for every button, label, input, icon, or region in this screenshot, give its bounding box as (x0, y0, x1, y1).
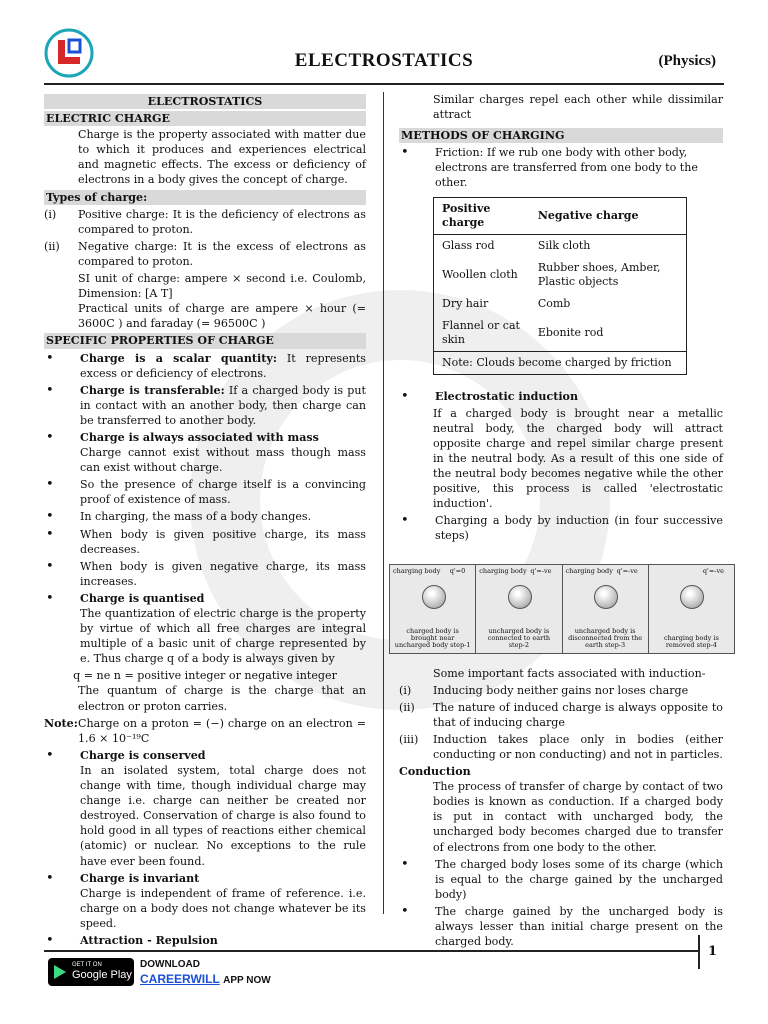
practical-units-text: Practical units of charge are ampere × hour (= 3600C ) and faraday (= 96500C ) (78, 302, 366, 331)
subject-label: (Physics) (658, 53, 716, 69)
types-heading: Types of charge: (44, 190, 366, 205)
list-item: • When body is given positive charge, its mass decreases. (46, 526, 366, 556)
list-item: • Charge is invariant Charge is independent of frame of reference. i.e. charge on a body does not change whatever be its speed. (46, 870, 366, 930)
page-title: ELECTROSTATICS (294, 50, 474, 71)
sphere-icon (422, 585, 446, 609)
similar-charges-text: Similar charges repel each other while dissimilar attract (433, 93, 723, 122)
list-item: • Attraction - Repulsion (46, 932, 218, 948)
play-store-icon (54, 965, 66, 979)
table-row: Dry hair Comb (442, 296, 571, 310)
list-item: • Electrostatic induction (401, 388, 579, 404)
list-item: • Charge is transferable: If a charged body is put in contact with an another body, then charge can be transferred to another body. (46, 382, 366, 427)
footer-bar (698, 935, 700, 969)
list-item: (ii) Negative charge: It is the excess of electrons as compared to proton. (44, 239, 366, 268)
figure-step: charging body q'=-ve uncharged body is connected to earth step-2 (476, 565, 562, 653)
list-item: • When body is given negative charge, its mass increases. (46, 558, 366, 588)
page-number: 1 (708, 944, 718, 959)
download-label: DOWNLOAD (140, 959, 200, 970)
list-item: • Charge is conserved In an isolated system, total charge does not change with time, though individual charge may change i.e. charge can neither be created nor destroyed. Conservation of charge is also found to hold good in all types of reactions either chemical (atomic) or nuclear. No exceptions to the rule have ever been found. (46, 747, 366, 868)
google-play-button[interactable]: GET IT ON Google Play (48, 958, 134, 986)
si-unit-text: SI unit of charge: ampere × second i.e. Coulomb, Dimension: [A T] (78, 272, 366, 301)
app-promo: CAREERWILL APP NOW (140, 972, 271, 986)
table-row: Woollen cloth Rubber shoes, Amber, Plastic objects (442, 260, 661, 288)
sphere-icon (594, 585, 618, 609)
figure-step: charging body q'=0 charged body is brought near uncharged body step-1 (390, 565, 476, 653)
conduction-text: The process of transfer of charge by contact of two bodies is known as conduction. If a charged body is put in contact with uncharged body, the uncharged body becomes charged due to transfer of electrons from one body to the other. (433, 780, 723, 854)
sphere-icon (508, 585, 532, 609)
list-item: • Charge is always associated with mass Charge cannot exist without mass though mass can exist without charge. (46, 429, 366, 475)
table-header-row: Positive charge Negative charge (434, 197, 687, 234)
list-item: • The charged body loses some of its charge (which is equal to the charge gained by the uncharged body) (401, 856, 723, 901)
conduction-heading: Conduction (399, 765, 471, 779)
list-item: (iii) Induction takes place only in bodies (either conducting or non conducting) and not in particles. (399, 732, 723, 761)
electric-charge-heading: ELECTRIC CHARGE (44, 111, 366, 126)
careerwill-link[interactable]: CAREERWILL (140, 972, 220, 986)
friction-table (433, 197, 687, 375)
sphere-icon (680, 585, 704, 609)
figure-step: charging body q'=-ve uncharged body is disconnected from the earth step-3 (563, 565, 649, 653)
table-note-row: Note: Clouds become charged by friction (434, 351, 687, 374)
left-column (44, 92, 366, 950)
induction-text: If a charged body is brought near a metallic neutral body, the charged body will attract opposite charge and repel similar charge present in the neutral body. As a result of this one side of the neutral body becomes negative while the other positive, this process is called 'electrostatic induction'. (433, 406, 723, 511)
list-item: • Friction: If we rub one body with other body, electrons are transferred from one body to the other. (401, 145, 698, 190)
list-item: • Charge is quantised The quantization of electric charge is the property by virtue of which all free charges are integral multiple of a basic unit of charge represented by e. Thus charge q of a body is always given by (46, 590, 366, 666)
note: Note: Charge on a proton = (−) charge on an electron = 1.6 × 10⁻¹⁹C (44, 716, 366, 745)
specific-properties-heading: SPECIFIC PROPERTIES OF CHARGE (44, 333, 366, 348)
list-item: (i) Inducing body neither gains nor loses charge (399, 683, 689, 697)
section-title: ELECTROSTATICS (44, 94, 366, 109)
methods-heading: METHODS OF CHARGING (399, 128, 723, 143)
quantum-text: The quantum of charge is the charge that an electron or proton carries. (78, 684, 366, 713)
quantisation-formula: q = ne n = positive integer or negative integer (73, 669, 337, 683)
induction-figure (389, 564, 735, 654)
column-divider (383, 92, 384, 914)
right-column (393, 92, 724, 951)
table-row: Glass rod Silk cloth (442, 238, 591, 252)
table-row: Flannel or cat skin Ebonite rod (442, 318, 604, 346)
list-item: • Charging a body by induction (in four successive steps) (401, 513, 723, 543)
list-item: • In charging, the mass of a body changes. (46, 509, 312, 525)
electric-charge-text: Charge is the property associated with matter due to which it produces and experiences electrical and magnetic effects. The excess or deficiency of electrons in a body gives the concept of charge. (78, 128, 366, 187)
figure-step: q'=-ve charging body is removed step-4 (649, 565, 734, 653)
list-item: • Charge is a scalar quantity: It represents excess or deficiency of electrons. (46, 350, 366, 380)
list-item: (ii) The nature of induced charge is always opposite to that of inducing charge (399, 700, 723, 729)
list-item: • The charge gained by the uncharged body is always lesser than initial charge present on the charged body. (401, 903, 723, 949)
header-divider (44, 83, 724, 85)
facts-intro: Some important facts associated with induction- (433, 666, 706, 680)
list-item: (i) Positive charge: It is the deficiency of electrons as compared to proton. (44, 207, 366, 236)
list-item: • So the presence of charge itself is a convincing proof of existence of mass. (46, 477, 366, 507)
footer-divider (44, 950, 700, 952)
